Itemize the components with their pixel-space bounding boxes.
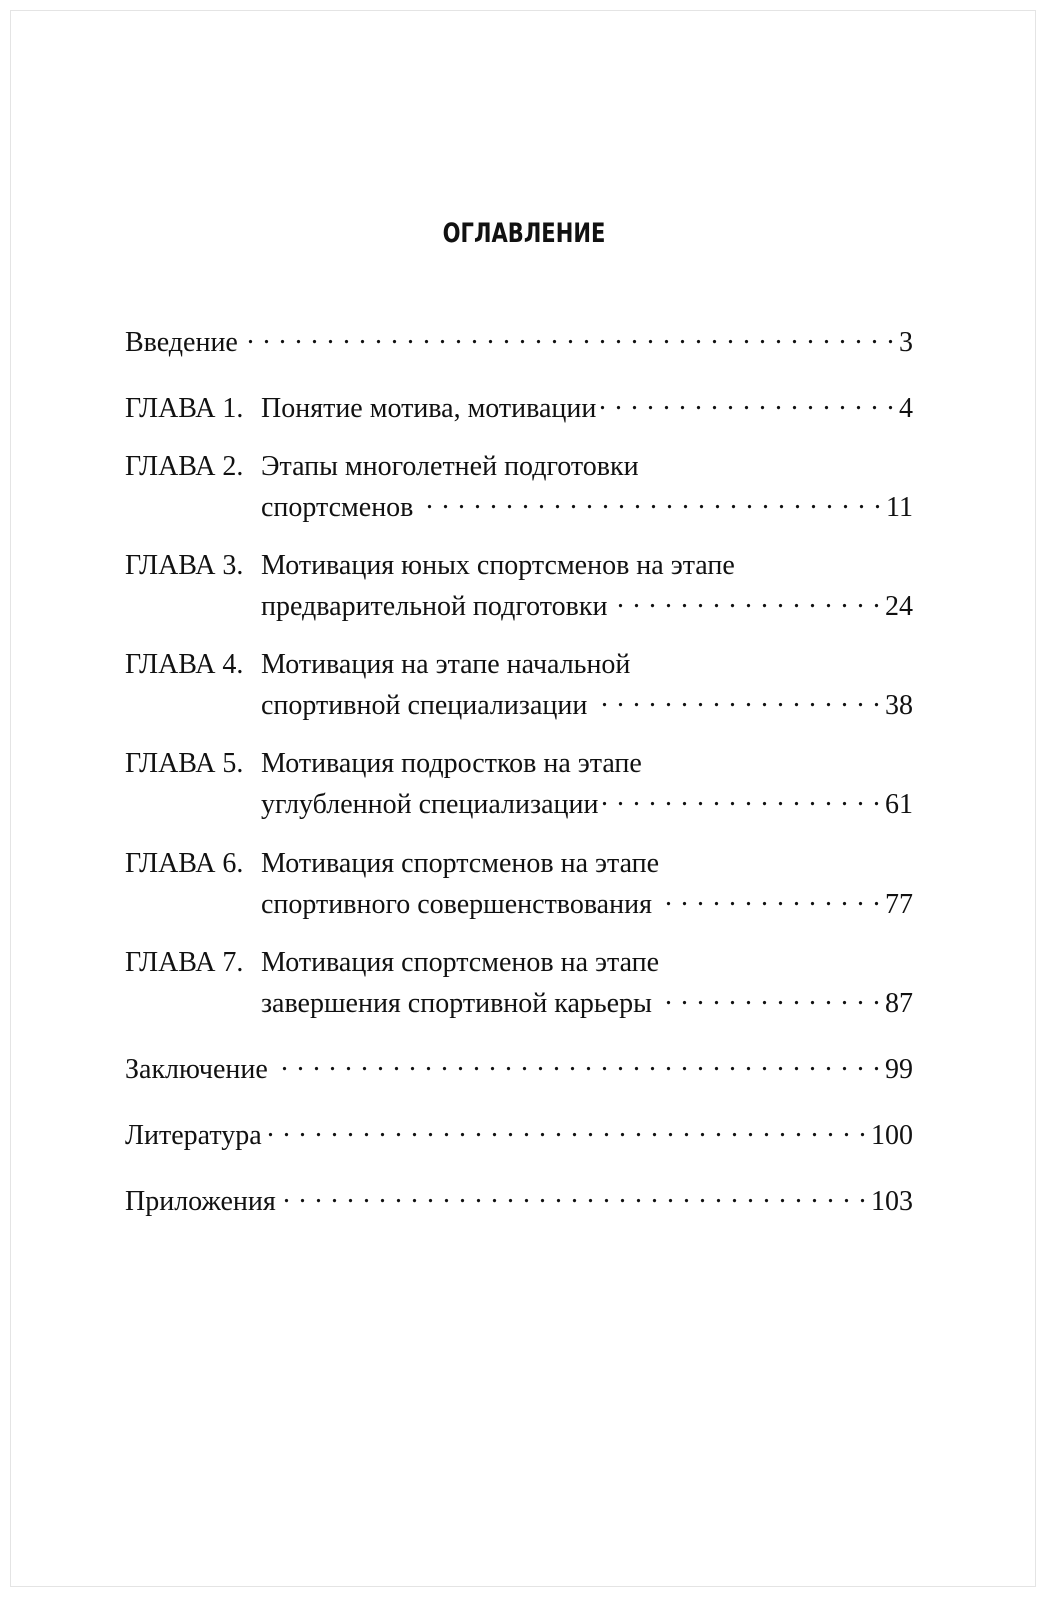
entry-title: Мотивация спортсменов на этапе — [261, 848, 660, 879]
dot-leader — [417, 483, 882, 516]
dot-leader — [272, 1045, 881, 1078]
entry-page-number: 100 — [871, 1120, 913, 1151]
dot-leader — [602, 780, 881, 813]
chapter-label: ГЛАВА 4. — [125, 649, 244, 680]
entry-page-number: 87 — [885, 988, 913, 1019]
toc-entry-chapter-7[interactable] — [125, 946, 913, 1020]
entry-title: Заключение — [125, 1054, 268, 1085]
chapter-label: ГЛАВА 1. — [125, 393, 244, 424]
entry-title: Мотивация юных спортсменов на этапе — [261, 550, 735, 581]
toc-entry-chapter-5[interactable] — [125, 747, 913, 821]
chapter-label: ГЛАВА 3. — [125, 550, 244, 581]
entry-page-number: 11 — [886, 492, 913, 523]
entry-title: Мотивация на этапе начальной — [261, 649, 631, 680]
entry-title-continuation: завершения спортивной карьеры — [261, 988, 652, 1019]
entry-title-continuation: спортсменов — [261, 492, 414, 523]
toc-entry-chapter-4[interactable] — [125, 648, 913, 722]
dot-leader — [656, 979, 881, 1012]
chapter-label: ГЛАВА 7. — [125, 947, 244, 978]
entry-title: Мотивация подростков на этапе — [261, 748, 642, 779]
chapter-label: ГЛАВА 2. — [125, 451, 244, 482]
entry-page-number: 77 — [885, 889, 913, 920]
entry-page-number: 103 — [871, 1186, 913, 1217]
toc-entry-conclusion[interactable] — [125, 1045, 913, 1086]
dot-leader — [611, 582, 881, 615]
dot-leader — [266, 1111, 867, 1144]
entry-page-number: 61 — [885, 789, 913, 820]
toc-entry-chapter-2[interactable] — [125, 450, 913, 524]
toc-entry-introduction[interactable] — [125, 318, 913, 359]
dot-leader — [280, 1177, 867, 1210]
entry-title: Приложения — [125, 1186, 276, 1217]
toc-entry-chapter-1[interactable] — [125, 384, 913, 425]
entry-title: Понятие мотива, мотивации — [261, 393, 597, 424]
toc-entry-references[interactable] — [125, 1111, 913, 1152]
entry-page-number: 24 — [885, 591, 913, 622]
toc-title: ОГЛАВЛЕНИЕ — [442, 218, 606, 249]
entry-title: Этапы многолетней подготовки — [261, 451, 639, 482]
entry-page-number: 4 — [899, 393, 913, 424]
entry-title-continuation: спортивной специализации — [261, 690, 588, 721]
entry-page-number: 38 — [885, 690, 913, 721]
entry-title: Введение — [125, 327, 238, 358]
entry-title: Мотивация спортсменов на этапе — [261, 947, 660, 978]
entry-title: Литература — [125, 1120, 262, 1151]
entry-page-number: 3 — [899, 327, 913, 358]
toc-entry-chapter-3[interactable] — [125, 549, 913, 623]
entry-title-continuation: предварительной подготовки — [261, 591, 608, 622]
chapter-label: ГЛАВА 5. — [125, 748, 244, 779]
dot-leader — [591, 681, 881, 714]
dot-leader — [656, 880, 881, 913]
chapter-label: ГЛАВА 6. — [125, 848, 244, 879]
toc-entry-chapter-6[interactable] — [125, 847, 913, 921]
dot-leader — [600, 384, 895, 417]
dot-leader — [242, 318, 895, 351]
entry-page-number: 99 — [885, 1054, 913, 1085]
entry-title-continuation: углубленной специализации — [261, 789, 599, 820]
toc-entry-appendices[interactable] — [125, 1177, 913, 1218]
entry-title-continuation: спортивного совершенствования — [261, 889, 652, 920]
